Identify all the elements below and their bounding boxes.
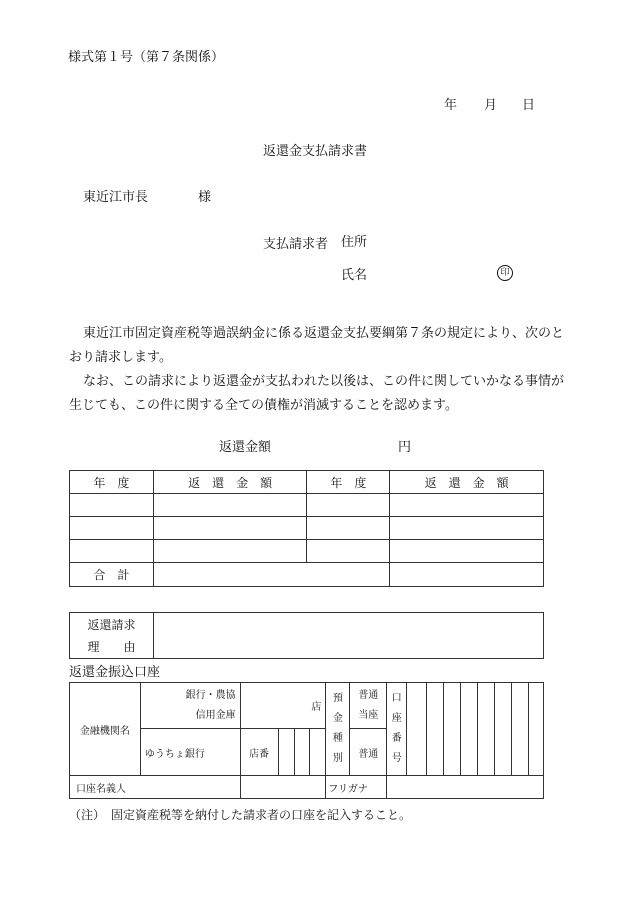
account-number-char: 号	[391, 753, 402, 764]
institution-label: 金融機関名	[70, 683, 141, 776]
year-cell[interactable]	[307, 494, 390, 517]
bank-type-line2: 信用金庫	[195, 709, 236, 721]
account-digit-cell[interactable]	[528, 683, 543, 776]
bank-account-table	[69, 682, 544, 799]
deposit-type-char: 種	[332, 733, 343, 744]
footnote: （注） 固定資産税等を納付した請求者の口座を記入すること。	[69, 808, 412, 822]
account-number-char: 口	[391, 693, 402, 704]
refund-breakdown-table	[69, 470, 544, 587]
deposit-type-char: 金	[332, 713, 343, 724]
branch-name-field[interactable]	[240, 683, 326, 729]
seal-icon: 印	[497, 265, 513, 281]
deposit-type-char: 預	[332, 693, 343, 704]
account-digit-cell[interactable]	[427, 683, 444, 776]
branch-digit-cell[interactable]	[310, 729, 326, 776]
furigana-field[interactable]	[387, 776, 544, 799]
body-p2-line2: 生じても、この件に関する全ての債権が消滅することを認めます。	[69, 398, 458, 413]
addressee-name: 東近江市長	[83, 190, 149, 205]
table-row	[70, 540, 544, 563]
date-month-label: 月	[484, 98, 498, 113]
reason-label	[70, 613, 154, 659]
bank-type-line1: 銀行・農協	[185, 689, 236, 701]
account-digit-cell[interactable]	[407, 683, 427, 776]
total-amount-cell[interactable]	[153, 563, 389, 587]
account-digit-cell[interactable]	[461, 683, 478, 776]
amount-cell[interactable]	[153, 494, 307, 517]
branch-suffix: 店	[311, 702, 322, 713]
account-holder-field[interactable]	[240, 776, 326, 799]
account-number-char: 座	[391, 713, 402, 724]
table-total-row	[70, 563, 544, 587]
table-row	[70, 517, 544, 540]
branch-digit-cell[interactable]	[294, 729, 310, 776]
total-extra-cell[interactable]	[390, 563, 544, 587]
total-label: 合 計	[70, 563, 154, 587]
amount-cell[interactable]	[390, 517, 544, 540]
year-cell[interactable]	[307, 540, 390, 563]
body-p2-line1: なお、この請求により返還金が支払われた以後は、この件に関していかなる事情が	[83, 374, 565, 389]
table-row	[70, 494, 544, 517]
account-digit-cell[interactable]	[444, 683, 461, 776]
account-holder-label: 口座名義人	[70, 776, 241, 799]
refund-reason-table	[69, 612, 544, 659]
futsu-toza-option[interactable]	[350, 683, 387, 729]
amount-cell[interactable]	[153, 517, 307, 540]
reason-field[interactable]	[153, 613, 543, 659]
amount-cell[interactable]	[390, 540, 544, 563]
claimant-name-label: 氏名	[341, 268, 368, 283]
document-title: 返還金支払請求書	[263, 144, 368, 159]
account-section-title: 返還金振込口座	[69, 665, 161, 680]
body-p1-line1: 東近江市固定資産税等過誤納金に係る返還金支払要綱第７条の規定により、次のと	[83, 326, 565, 341]
deposit-type-char: 別	[332, 753, 343, 764]
amount-header: 返 還 金 額	[153, 471, 307, 494]
furigana-label: フリガナ	[326, 776, 387, 799]
branch-digit-cell[interactable]	[278, 729, 294, 776]
year-header: 年 度	[307, 471, 390, 494]
yucho-label: ゆうちょ銀行	[140, 729, 240, 776]
amount-unit: 円	[398, 440, 412, 455]
amount-header: 返 還 金 額	[390, 471, 544, 494]
date-day-label: 日	[522, 98, 536, 113]
deposit-type-label	[326, 683, 350, 776]
form-number: 様式第１号（第７条関係）	[68, 50, 225, 65]
year-cell[interactable]	[70, 517, 154, 540]
amount-cell[interactable]	[153, 540, 307, 563]
reason-label-line2: 理 由	[87, 639, 136, 654]
year-cell[interactable]	[70, 494, 154, 517]
year-header: 年 度	[70, 471, 154, 494]
branch-number-label: 店番	[240, 729, 278, 776]
account-number-char: 番	[391, 733, 402, 744]
toza-option: 当座	[358, 709, 379, 721]
futsu-option: 普通	[358, 689, 379, 701]
year-cell[interactable]	[307, 517, 390, 540]
body-p1-line2: おり請求します。	[69, 350, 172, 365]
claimant-label: 支払請求者	[263, 237, 329, 252]
reason-label-line1: 返還請求	[87, 617, 136, 632]
date-year-label: 年	[444, 98, 458, 113]
futsu-label: 普通	[350, 729, 387, 776]
account-digit-cell[interactable]	[511, 683, 528, 776]
account-number-label	[387, 683, 407, 776]
year-cell[interactable]	[70, 540, 154, 563]
amount-cell[interactable]	[390, 494, 544, 517]
claimant-address-label: 住所	[341, 235, 368, 250]
bank-type-cell	[140, 683, 240, 729]
account-digit-cell[interactable]	[478, 683, 495, 776]
account-digit-cell[interactable]	[495, 683, 512, 776]
addressee-honorific: 様	[198, 190, 212, 205]
amount-label: 返還金額	[219, 440, 272, 455]
